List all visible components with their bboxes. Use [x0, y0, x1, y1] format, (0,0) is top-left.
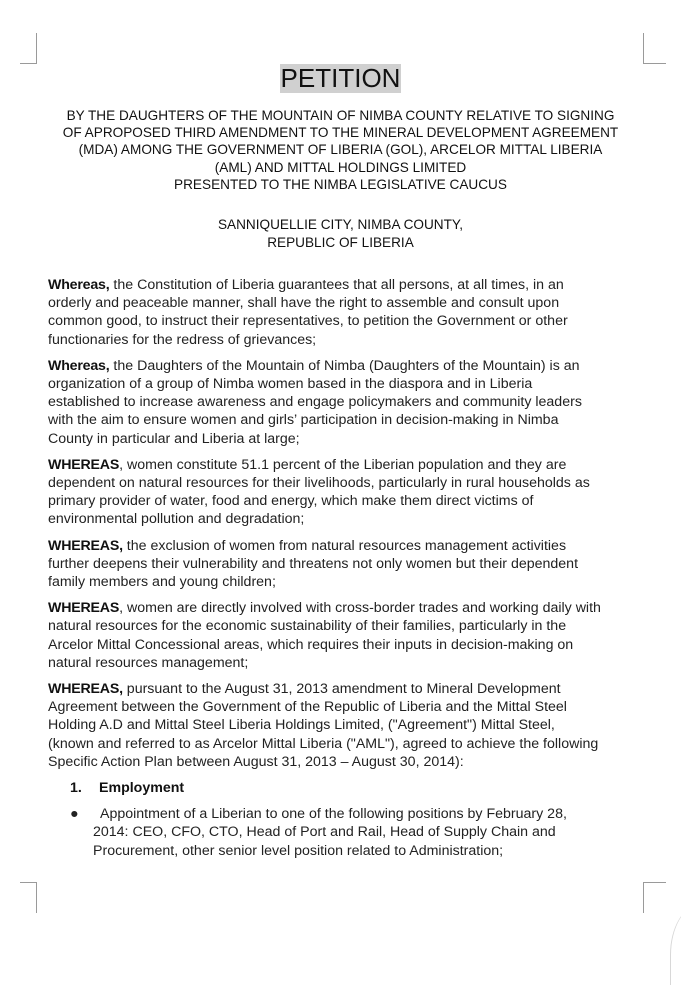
location-line: REPUBLIC OF LIBERIA	[267, 234, 414, 250]
paragraph-text: family members and young children;	[48, 574, 276, 591]
whereas-lead: WHEREAS,	[48, 537, 123, 554]
paragraph-text: natural resources for the economic sustainability of their families, particularly in the	[48, 618, 567, 635]
paragraph-text: , women are directly involved with cross-border trades and working daily with	[119, 600, 601, 617]
paragraph-text: with the aim to ensure women and girls’ participation in decision-making in Nimba	[48, 412, 559, 429]
paragraph-text: established to increase awareness and engage policymakers and community leaders	[48, 394, 582, 411]
whereas-paragraph	[48, 357, 648, 448]
document-body	[48, 276, 648, 860]
whereas-paragraph	[48, 456, 648, 529]
paragraph-text: functionaries for the redress of grievances;	[48, 331, 317, 348]
whereas-paragraph	[48, 680, 648, 771]
location-line: SANNIQUELLIE CITY, NIMBA COUNTY,	[217, 217, 463, 232]
paragraph-text: Agreement between the Government of the Republic of Liberia and the Mittal Steel	[48, 699, 567, 716]
subtitle-line: (AML) AND MITTAL HOLDINGS LIMITED	[214, 159, 467, 175]
paragraph-text: (known and referred to as Arcelor Mittal Liberia ("AML"), agreed to achieve the following	[48, 735, 599, 752]
paragraph-text: environmental pollution and degradation;	[48, 511, 305, 528]
title-container	[0, 64, 681, 93]
paragraph-text: the Daughters of the Mountain of Nimba (Daughters of the Mountain) is an	[109, 357, 580, 374]
paragraph-text: orderly and peaceable manner, shall have the right to assemble and consult upon	[48, 295, 560, 312]
whereas-lead: WHEREAS,	[48, 681, 123, 698]
crop-mark-top-right	[643, 33, 666, 64]
paragraph-text: further deepens their vulnerability and threatens not only women but their dependent	[48, 555, 579, 572]
document-location	[40, 216, 641, 251]
whereas-paragraph	[48, 599, 648, 672]
numbered-heading-employment	[48, 779, 648, 797]
subtitle-line: PRESENTED TO THE NIMBA LEGISLATIVE CAUCUS	[174, 176, 507, 192]
whereas-paragraph	[48, 276, 648, 349]
subtitle-line: BY THE DAUGHTERS OF THE MOUNTAIN OF NIMBA COUNTY RELATIVE TO SIGNING	[66, 108, 615, 123]
paragraph-text: primary provider of water, food and energy, which make them direct victims of	[48, 493, 534, 510]
bullet-text: 2014: CEO, CFO, CTO, Head of Port and Rail, Head of Supply Chain and	[93, 824, 556, 841]
whereas-lead: Whereas,	[48, 277, 110, 293]
bullet-icon: ●	[70, 806, 79, 823]
bullet-text: Procurement, other senior level position related to Administration;	[93, 842, 504, 859]
paragraph-text: natural resources management;	[48, 654, 249, 671]
paragraph-text: Holding A.D and Mittal Steel Liberia Holdings Limited, ("Agreement") Mittal Steel,	[48, 717, 555, 734]
whereas-lead: Whereas,	[48, 357, 110, 374]
paragraph-text: dependent on natural resources for their livelihoods, particularly in rural households as	[48, 475, 590, 492]
paragraph-text: organization of a group of Nimba women based in the diaspora and in Liberia	[48, 376, 533, 393]
paragraph-text: County in particular and Liberia at large;	[48, 430, 300, 447]
subtitle-line: OF APROPOSED THIRD AMENDMENT TO THE MINERAL DEVELOPMENT AGREEMENT	[62, 125, 619, 141]
subtitle-line: (MDA) AMONG THE GOVERNMENT OF LIBERIA (GOL), ARCELOR MITTAL LIBERIA	[78, 142, 603, 158]
paragraph-text: Arcelor Mittal Concessional areas, which requires their inputs in decision-making on	[48, 636, 574, 653]
crop-mark-bottom-left	[20, 882, 37, 913]
list-heading: Employment	[99, 780, 185, 797]
document-subtitle	[40, 107, 641, 193]
whereas-lead: WHEREAS	[48, 456, 120, 473]
whereas-paragraph	[48, 537, 648, 592]
bullet-item	[48, 805, 648, 860]
paragraph-text: , women constitute 51.1 percent of the Liberian population and they are	[119, 456, 567, 473]
crop-mark-bottom-right	[643, 882, 666, 913]
paragraph-text: the Constitution of Liberia guarantees that all persons, at all times, in an	[109, 277, 564, 293]
crop-mark-top-left	[20, 33, 37, 64]
bullet-text: Appointment of a Liberian to one of the following positions by February 28,	[100, 806, 567, 823]
paragraph-text: common good, to instruct their representatives, to petition the Government or other	[48, 313, 568, 330]
document-title: PETITION	[280, 63, 401, 93]
paragraph-text: pursuant to the August 31, 2013 amendment to Mineral Development	[122, 681, 561, 698]
paragraph-text: Specific Action Plan between August 31, 2013 – August 30, 2014):	[48, 753, 464, 770]
paragraph-text: the exclusion of women from natural resources management activities	[122, 537, 567, 554]
page-curl-edge	[670, 905, 681, 985]
whereas-lead: WHEREAS	[48, 600, 120, 617]
list-number: 1.	[70, 780, 82, 797]
